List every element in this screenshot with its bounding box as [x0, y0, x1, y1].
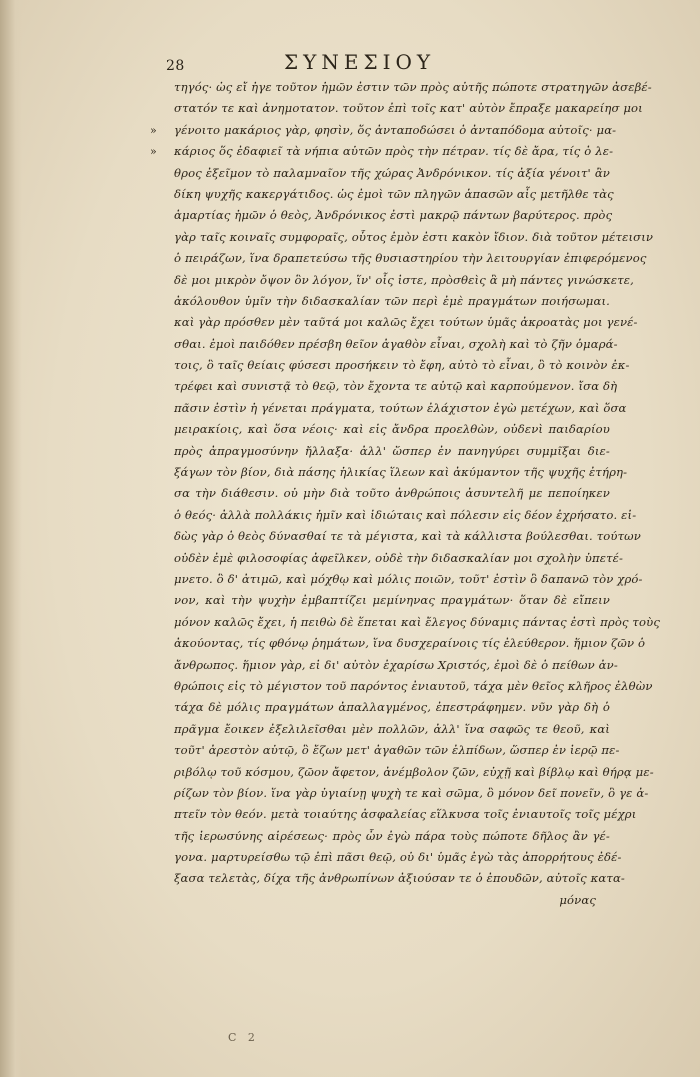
line-text: τῆς ἱερωσύνης αἱρέσεως· πρὸς ὧν ἐγὼ πάρα τοὺς πώποτε δῆλος ἂν γέ-	[174, 828, 610, 843]
text-line	[150, 141, 614, 162]
line-text: θρος ἐξεῖμον τὸ παλαμναῖον τῆς χώρας Ἀνδρόνικον. τίς ἀξία γένοιτ' ἂν	[174, 165, 610, 180]
text-line	[150, 676, 653, 697]
line-text: θρώποις εἰς τὸ μέγιστον τοῦ παρόντος ἐνιαυτοῦ, τάχα μὲν θεῖος κλῆρος ἐλθὼν	[174, 678, 653, 693]
page-header	[166, 50, 516, 74]
text-line	[150, 355, 630, 376]
line-text: τοις, ὃ ταῖς θείαις φύσεσι προσήκειν τὸ ἔφη, αὐτὸ τὸ εἶναι, ὃ τὸ κοινὸν ἐκ-	[174, 358, 630, 373]
text-line	[150, 868, 625, 889]
body-text	[150, 77, 660, 911]
line-text: οὐδὲν ἐμὲ φιλοσοφίας ἀφεῖλκεν, οὐδὲ τὴν διδασκαλίαν μοι σχολὴν ὑπετέ-	[174, 550, 624, 565]
line-text: δὲ μοι μικρὸν ὄψον ὃν λόγον, ἵν' οἷς ἰστε, πρὸσθεὶς ἃ μὴ πάντες γινώσκετε,	[174, 272, 635, 287]
text-line	[150, 526, 641, 547]
text-line	[150, 804, 637, 825]
line-text: ρίζων τὸν βίον. ἵνα γὰρ ὑγιαίνῃ ψυχὴ τε καὶ σῶμα, ὃ μόνον δεῖ πονεῖν, ὃ γε ἀ-	[174, 785, 649, 800]
text-line	[150, 291, 610, 312]
line-text: πρὸς ἀπραγμοσύνην ἤλλαξα· ἀλλ' ὥσπερ ἐν πανηγύρει συμμῖξαι διε-	[174, 443, 610, 458]
page-gutter-shadow	[0, 0, 22, 1077]
text-line	[150, 398, 627, 419]
line-text: μόνον καλῶς ἔχει, ἡ πειθὼ δὲ ἕπεται καὶ ἔλεγος δύναμις πάντας ἐστὶ πρὸς τοὺς	[174, 614, 660, 629]
signature-mark: C 2	[228, 1031, 259, 1044]
text-line	[150, 334, 618, 355]
text-line	[150, 890, 610, 911]
line-text: ἄνθρωπος. ἥμιον γὰρ, εἰ δι' αὐτὸν ἐχαρίσω Χριστός, ἐμοὶ δὲ ὁ πείθων ἀν-	[174, 657, 618, 672]
text-line	[150, 270, 635, 291]
line-text: κάριος ὅς ἐδαφιεῖ τὰ νήπια αὐτῶν πρὸς τὴν πέτραν. τίς δὲ ἄρα, τίς ὁ λε-	[174, 144, 614, 159]
text-line	[150, 98, 643, 119]
line-text: πρᾶγμα ἔοικεν ἐξελιλεῖσθαι μὲν πολλῶν, ἀλλ' ἵνα σαφῶς τε θεοῦ, καὶ	[174, 721, 610, 736]
line-text: τηγός· ὡς εἴ ἠγε τοῦτον ἡμῶν ἐστιν τῶν πρὸς αὐτῆς πώποτε στρατηγῶν ἀσεβέ-	[174, 80, 652, 94]
text-line	[150, 419, 610, 440]
text-line	[150, 77, 652, 98]
text-line	[150, 227, 654, 248]
line-text: τοῦτ' ἀρεστὸν αὐτῷ, ὃ ἔζων μετ' ἀγαθῶν τῶν ἐλπίδων, ὥσπερ ἐν ἱερῷ πε-	[174, 743, 620, 758]
line-text: ριβόλῳ τοῦ κόσμου, ζῶον ἄφετον, ἀνέμβολον ζῶν, εὐχῇ καὶ βίβλῳ καὶ θήρᾳ με-	[174, 764, 654, 779]
line-text: καὶ γὰρ πρόσθεν μὲν ταῦτά μοι καλῶς ἔχει τούτων ὑμᾶς ἀκροατὰς μοι γενέ-	[174, 315, 638, 330]
line-text: ξάγων τὸν βίον, διὰ πάσης ἡλικίας ἵλεων καὶ ἀκύμαντον τῆς ψυχῆς ἐτήρη-	[174, 465, 628, 480]
line-text: γονα. μαρτυρείσθω τῷ ἐπὶ πᾶσι θεῷ, οὐ δι' ὑμᾶς ἐγὼ τὰς ἀπορρήτους ἐδέ-	[174, 850, 622, 865]
line-text: πᾶσιν ἐστὶν ἡ γένεται πράγματα, τούτων ἐλάχιστον ἐγὼ μετέχων, καὶ ὅσα	[174, 400, 627, 415]
line-text: σα τὴν διάθεσιν. οὐ μὴν διὰ τοῦτο ἀνθρώποις ἀσυντελῆ με πεποίηκεν	[174, 486, 610, 501]
text-line	[150, 376, 618, 397]
text-line	[150, 120, 617, 141]
text-line	[150, 184, 614, 205]
text-line	[150, 569, 643, 590]
line-text: στατόν τε καὶ ἀνημοτατον. τοῦτον ἐπὶ τοῖς κατ' αὐτὸν ἔπραξε μακαρείησ μοι	[174, 101, 643, 116]
text-line	[150, 783, 649, 804]
line-text: μόνας	[559, 892, 596, 907]
line-text: γὰρ ταῖς κοιναῖς συμφοραῖς, οὗτος ἐμὸν ἐστι κακὸν ἴδιον. διὰ τοῦτον μέτεισιν	[174, 229, 654, 244]
text-line	[150, 483, 610, 504]
line-text: ἀκούοντας, τίς φθόνῳ ῥημάτων, ἵνα δυσχεραίνοις τίς ἐλεύθερον. ἥμιον ζῶν ὁ	[174, 636, 646, 651]
line-text: ὁ πειράζων, ἵνα δραπετεύσω τῆς θυσιαστηρίου τὴν λειτουργίαν ἐπιφερόμενος	[174, 251, 647, 266]
text-line	[150, 462, 628, 483]
quotation-marker: »	[150, 145, 157, 159]
text-line	[150, 205, 613, 226]
line-text: ἀκόλουθον ὑμῖν τὴν διδασκαλίαν τῶν περὶ ἐμὲ πραγμάτων ποιήσωμαι.	[174, 293, 610, 308]
text-line	[150, 163, 610, 184]
text-line	[150, 762, 654, 783]
text-line	[150, 697, 610, 718]
text-line	[150, 847, 622, 868]
text-line	[150, 548, 624, 569]
text-line	[150, 655, 618, 676]
text-line	[150, 590, 610, 611]
line-text: πτεῖν τὸν θεόν. μετὰ τοιαύτης ἀσφαλείας εἵλκυσα τοῖς ἐνιαυτοῖς τοῖς μέχρι	[174, 807, 637, 822]
text-line	[150, 312, 638, 333]
running-head: ΣΥΝΕΣΙΟΥ	[284, 50, 436, 74]
line-text: δίκη ψυχῆς κακεργάτιδος. ὡς ἐμοὶ τῶν πληγῶν ἁπασῶν αἷς μετῆλθε τὰς	[174, 186, 614, 201]
line-text: ἁμαρτίας ἡμῶν ὁ θεὸς, Ἀνδρόνικος ἐστὶ μακρῷ πάντων βαρύτερος. πρὸς	[174, 208, 613, 223]
text-line	[150, 612, 660, 633]
line-text: μνετο. ὃ δ' ἀτιμῶ, καὶ μόχθῳ καὶ μόλις ποιῶν, τοῦτ' ἐστὶν ὃ δαπανῶ τὸν χρό-	[174, 571, 643, 586]
line-text: ξασα τελετὰς, δίχα τῆς ἀνθρωπίνων ἀξιούσαν τε ὁ ἐπουδῶν, αὐτοῖς κατα-	[174, 871, 625, 886]
line-text: μειρακίοις, καὶ ὅσα νέοις· καὶ εἰς ἄνδρα προελθὼν, οὐδενὶ παιδαρίου	[174, 422, 610, 437]
line-text: τρέφει καὶ συνιστᾷ τὸ θεῷ, τὸν ἔχοντα τε αὐτῷ καὶ καρπούμενον. ἴσα δὴ	[174, 379, 618, 394]
text-line	[150, 248, 647, 269]
line-text: γένοιτο μακάριος γὰρ, φησὶν, ὅς ἀνταποδώσει ὁ ἀνταπόδομα αὐτοῖς· μα-	[174, 122, 617, 137]
quotation-marker: »	[150, 123, 157, 137]
text-line	[150, 826, 610, 847]
text-line	[150, 441, 610, 462]
line-text: σθαι. ἐμοὶ παιδόθεν πρέσβη θεῖον ἀγαθὸν εἶναι, σχολὴ καὶ τὸ ζῆν ὁμαρά-	[174, 336, 618, 351]
line-text: νον, καὶ τὴν ψυχὴν ἐμβαπτίζει μεμίνηνας πραγμάτων· ὅταν δὲ εἴπειν	[174, 593, 610, 608]
text-line	[150, 633, 646, 654]
line-text: τάχα δὲ μόλις πραγμάτων ἀπαλλαγμένος, ἐπεστράφημεν. νῦν γὰρ δὴ ὁ	[174, 700, 610, 715]
page-number: 28	[166, 58, 185, 74]
line-text: δὼς γὰρ ὁ θεὸς δύνασθαί τε τὰ μέγιστα, καὶ τὰ κάλλιστα βούλεσθαι. τούτων	[174, 529, 641, 544]
text-line	[150, 740, 620, 761]
line-text: ὁ θεός· ἀλλὰ πολλάκις ἡμῖν καὶ ἰδιώταις καὶ πόλεσιν εἰς δέον ἐχρήσατο. εἰ-	[174, 507, 637, 522]
text-line	[150, 719, 610, 740]
text-line	[150, 505, 637, 526]
